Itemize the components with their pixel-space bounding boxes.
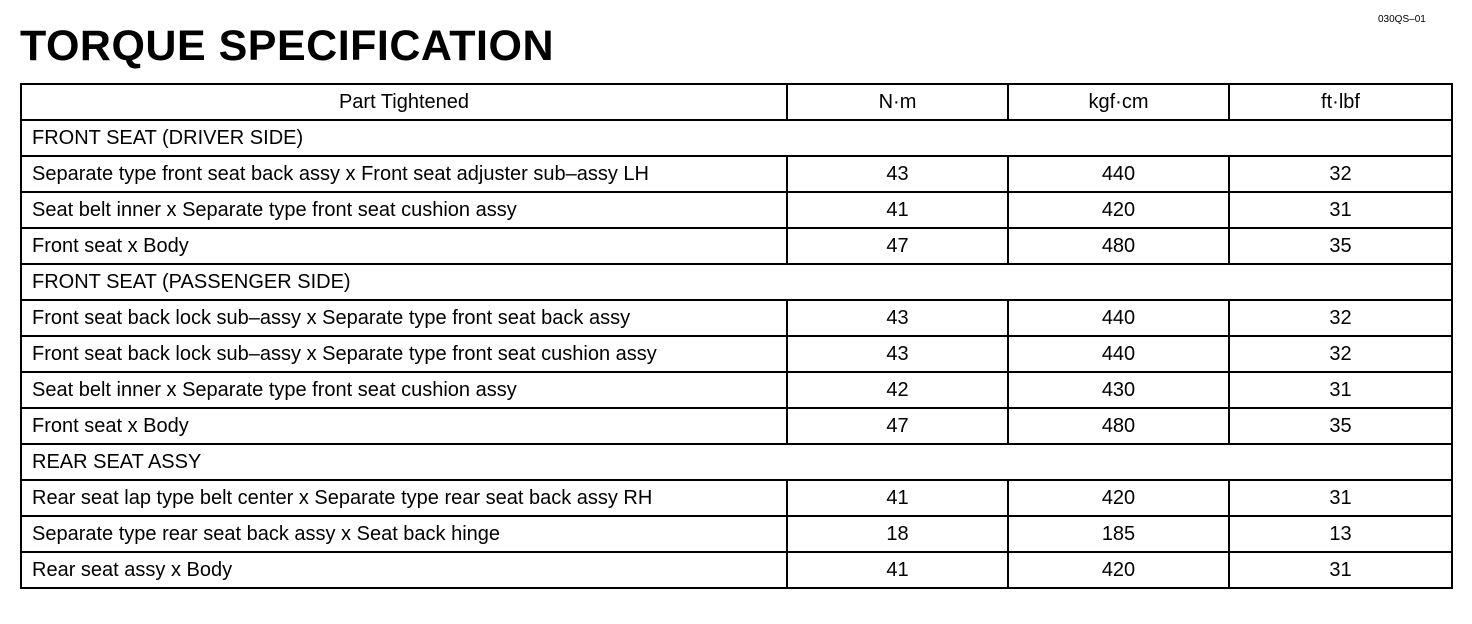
ftlbf-cell: 32 — [1229, 300, 1452, 336]
nm-cell: 41 — [787, 480, 1008, 516]
ftlbf-cell: 31 — [1229, 552, 1452, 588]
kgfcm-cell: 430 — [1008, 372, 1229, 408]
part-tightened-cell: Front seat back lock sub–assy x Separate type front seat cushion assy — [21, 336, 787, 372]
section-title-front-seat-driver-side: FRONT SEAT (DRIVER SIDE) — [21, 120, 1452, 156]
part-tightened-cell: Seat belt inner x Separate type front seat cushion assy — [21, 372, 787, 408]
table-row — [21, 516, 1452, 552]
part-tightened-cell: Front seat back lock sub–assy x Separate type front seat back assy — [21, 300, 787, 336]
nm-cell: 42 — [787, 372, 1008, 408]
section-row — [21, 120, 1452, 156]
column-header-kgfcm: kgf·cm — [1008, 84, 1229, 120]
kgfcm-cell: 185 — [1008, 516, 1229, 552]
part-tightened-cell: Rear seat assy x Body — [21, 552, 787, 588]
table-row — [21, 336, 1452, 372]
section-title-rear-seat-assy: REAR SEAT ASSY — [21, 444, 1452, 480]
kgfcm-cell: 420 — [1008, 192, 1229, 228]
section-title-front-seat-passenger-side: FRONT SEAT (PASSENGER SIDE) — [21, 264, 1452, 300]
ftlbf-cell: 35 — [1229, 228, 1452, 264]
ftlbf-cell: 35 — [1229, 408, 1452, 444]
table-row — [21, 372, 1452, 408]
ftlbf-cell: 13 — [1229, 516, 1452, 552]
ftlbf-cell: 32 — [1229, 336, 1452, 372]
section-row — [21, 444, 1452, 480]
nm-cell: 43 — [787, 336, 1008, 372]
ftlbf-cell: 31 — [1229, 372, 1452, 408]
part-tightened-cell: Separate type rear seat back assy x Seat back hinge — [21, 516, 787, 552]
nm-cell: 18 — [787, 516, 1008, 552]
nm-cell: 43 — [787, 156, 1008, 192]
table-row — [21, 408, 1452, 444]
document-code: 030QS–01 — [1378, 14, 1426, 25]
kgfcm-cell: 440 — [1008, 300, 1229, 336]
kgfcm-cell: 480 — [1008, 408, 1229, 444]
part-tightened-cell: Seat belt inner x Separate type front seat cushion assy — [21, 192, 787, 228]
part-tightened-cell: Separate type front seat back assy x Front seat adjuster sub–assy LH — [21, 156, 787, 192]
torque-table — [20, 83, 1453, 589]
table-row — [21, 192, 1452, 228]
ftlbf-cell: 32 — [1229, 156, 1452, 192]
table-row — [21, 300, 1452, 336]
table-row — [21, 480, 1452, 516]
kgfcm-cell: 420 — [1008, 552, 1229, 588]
part-tightened-cell: Front seat x Body — [21, 408, 787, 444]
nm-cell: 43 — [787, 300, 1008, 336]
table-header-row — [21, 84, 1452, 120]
page-title: TORQUE SPECIFICATION — [20, 22, 554, 70]
kgfcm-cell: 440 — [1008, 156, 1229, 192]
kgfcm-cell: 420 — [1008, 480, 1229, 516]
nm-cell: 47 — [787, 408, 1008, 444]
column-header-ftlbf: ft·lbf — [1229, 84, 1452, 120]
table-row — [21, 156, 1452, 192]
column-header-part-tightened: Part Tightened — [21, 84, 787, 120]
nm-cell: 41 — [787, 552, 1008, 588]
part-tightened-cell: Rear seat lap type belt center x Separate type rear seat back assy RH — [21, 480, 787, 516]
table-row — [21, 228, 1452, 264]
ftlbf-cell: 31 — [1229, 480, 1452, 516]
nm-cell: 41 — [787, 192, 1008, 228]
column-header-nm: N·m — [787, 84, 1008, 120]
section-row — [21, 264, 1452, 300]
kgfcm-cell: 480 — [1008, 228, 1229, 264]
nm-cell: 47 — [787, 228, 1008, 264]
ftlbf-cell: 31 — [1229, 192, 1452, 228]
table-row — [21, 552, 1452, 588]
part-tightened-cell: Front seat x Body — [21, 228, 787, 264]
kgfcm-cell: 440 — [1008, 336, 1229, 372]
